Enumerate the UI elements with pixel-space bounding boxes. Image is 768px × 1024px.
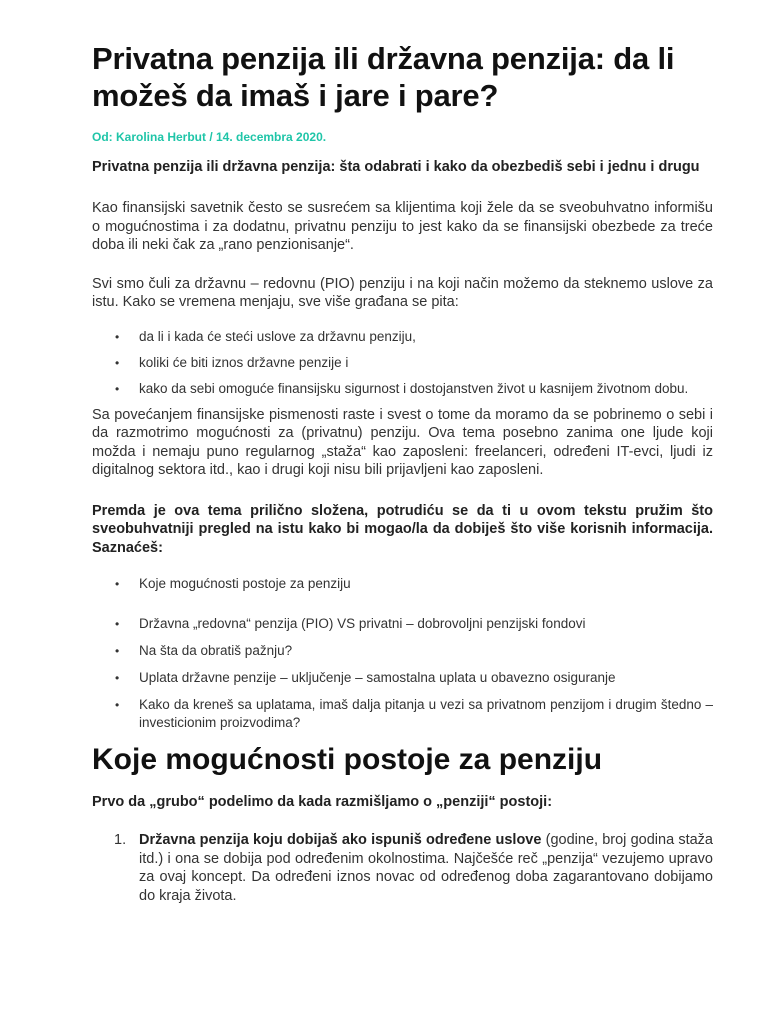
- paragraph-overview: Premda je ova tema prilično složena, potrudiću se da ti u ovom tekstu pružim što sveobuhvatniji pregled na istu kako bi mogao/la da dobiješ što više korisnih informacija. Saznaćeš:: [92, 502, 713, 556]
- bullet-icon: •: [115, 644, 120, 658]
- article-byline: Od: Karolina Herbut / 14. decembra 2020.: [92, 130, 327, 144]
- numbered-list: [92, 831, 713, 905]
- list-number: 1.: [114, 832, 127, 848]
- list-item: • Koje mogućnosti postoje za penziju: [115, 576, 351, 591]
- article-title: Privatna penzija ili državna penzija: da li možeš da imaš i jare i pare?: [92, 41, 675, 113]
- paragraph-state-pension: Svi smo čuli za državnu – redovnu (PIO) penziju i na koji način možemo da steknemo uslove za istu. Kako se vremena menjaju, sve više građana se pita:: [92, 275, 713, 310]
- paragraph-intro: Kao finansijski savetnik često se susrećem sa klijentima koji žele da se sveobuhvatno informišu o mogućnostima i za dodatnu, privatnu penziju to jest kako da se finansijski obezbede za treće doba ili neki čak za „rano penzionisanje“.: [92, 200, 713, 253]
- bullet-icon: •: [115, 329, 120, 344]
- questions-list: [92, 328, 713, 398]
- article-lead: Privatna penzija ili državna penzija: šta odabrati i kako da obezbediš sebi i jednu i drugu: [92, 159, 700, 175]
- list-item: • Na šta da obratiš pažnju?: [115, 643, 293, 658]
- list-item-bold: Državna penzija koju dobijaš ako ispuniš određene uslove: [139, 832, 542, 848]
- bullet-icon: •: [115, 381, 120, 396]
- list-item: • Državna „redovna“ penzija (PIO) VS privatni – dobrovoljni penzijski fondovi: [115, 616, 586, 631]
- list-item: [92, 831, 713, 905]
- bullet-icon: •: [115, 617, 120, 631]
- bullet-icon: •: [115, 671, 120, 685]
- list-item: • Kako da kreneš sa uplatama, imaš dalja pitanja u vezi sa privatnom penzijom i drugim štedno – investicionim proizvodima?: [115, 697, 713, 730]
- section-intro: Prvo da „grubo“ podelimo da kada razmišljamo o „penziji“ postoji:: [92, 794, 553, 810]
- list-item: • Uplata državne penzije – uključenje – samostalna uplata u obavezno osiguranje: [115, 670, 616, 685]
- list-item: • kako da sebi omoguće finansijsku sigurnost i dostojanstven život u kasnijem životnom dobu.: [115, 380, 689, 396]
- bullet-icon: •: [115, 698, 120, 712]
- list-item-text: (godine, broj godina staža itd.) i ona se dobija pod određenim okolnostima. Najčešće reč „penzija“ vezujemo upravo za ovaj koncept. Da određeni iznos novac od određenog doba zagarantovano dobijamo do kraja života.: [139, 832, 713, 904]
- paragraph-financial-literacy: Sa povećanjem finansijske pismenosti raste i svest o tome da moramo da se pobrinemo o sebi i da razmotrimo mogućnosti za (privatnu) penziju. Ova tema posebno zanima one ljude koji možda i nemaju puno regularnog „staža“ kao zaposleni: freelanceri, određeni IT-evci, ljudi iz digitalnog sektora itd., kao i drugi koji nisu bili prijavljeni kao zaposleni.: [92, 406, 713, 478]
- bullet-icon: •: [115, 355, 120, 370]
- section-heading: Koje mogućnosti postoje za penziju: [92, 743, 603, 776]
- topics-list: [92, 575, 713, 732]
- list-item: • koliki će biti iznos državne penzije i: [115, 354, 349, 370]
- bullet-icon: •: [115, 577, 120, 591]
- list-item: • da li i kada će steći uslove za državnu penziju,: [115, 328, 416, 344]
